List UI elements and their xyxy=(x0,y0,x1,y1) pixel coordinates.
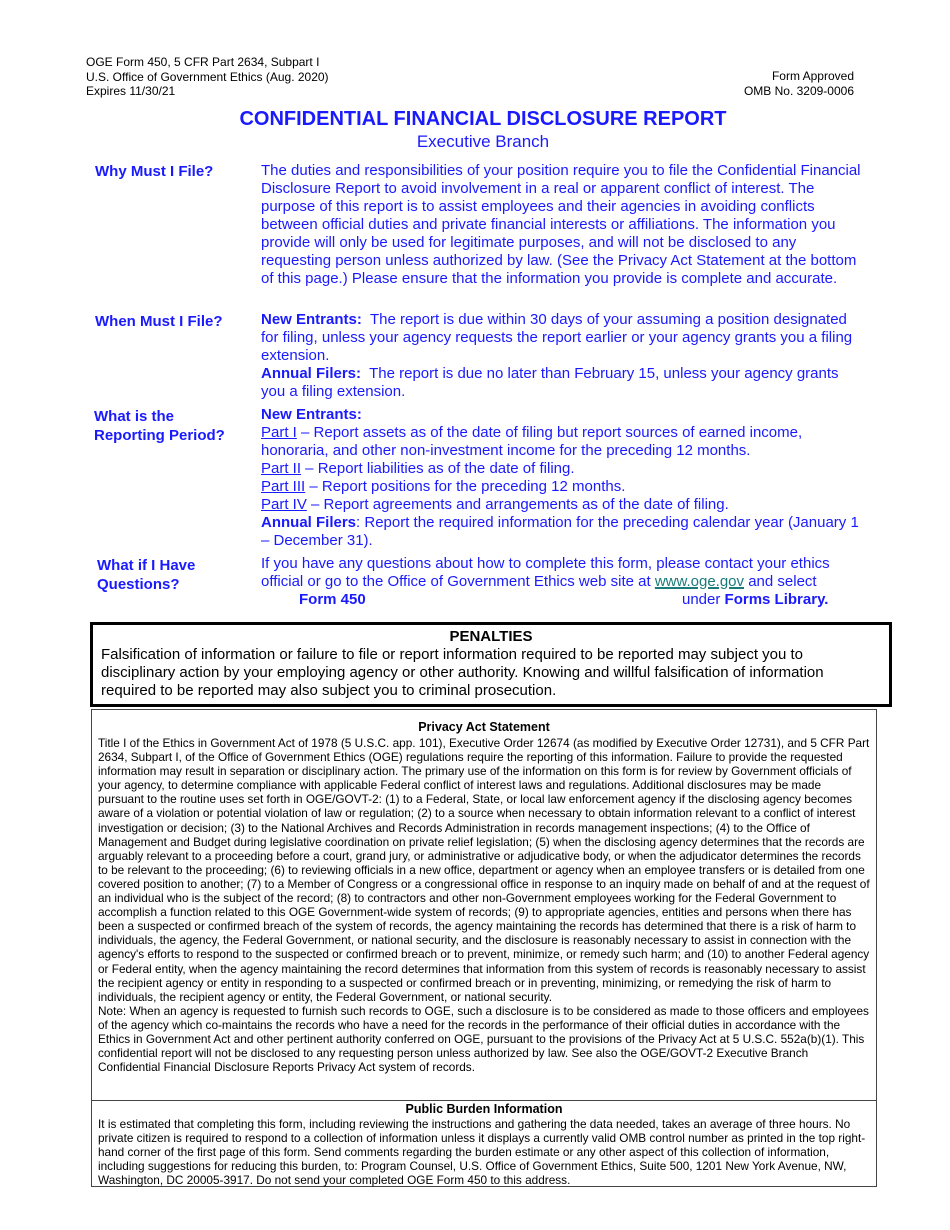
form-identification xyxy=(86,55,329,99)
agency-line: U.S. Office of Government Ethics (Aug. 2020) xyxy=(86,69,329,84)
questions-heading-line: What if I Have xyxy=(97,557,196,574)
when-file-content xyxy=(261,311,861,401)
penalties-box xyxy=(90,622,892,707)
burden-text: It is estimated that completing this form, including reviewing the instructions and gathering the data needed, takes an average of three hours. No private citizen is required to respond to a collection of information unless it displays a currently valid OMB control number as printed in the top right-hand corner of the first page of this form. Send comments regarding the burden estimate or any other aspect of this collection of information, including suggestions for reducing this burden, to: Program Counsel, U.S. Office of Government Ethics, Suite 500, 1201 New York Avenue, NW, Washington, DC 20005-3917. Do not send your completed OGE Form 450 to this address. xyxy=(98,1117,866,1188)
forms-library-label: Forms Library. xyxy=(724,591,829,608)
omb-approval xyxy=(744,69,854,98)
reporting-period-heading-line: What is the xyxy=(94,408,175,425)
reporting-period-heading xyxy=(94,407,225,445)
reporting-period-heading-line: Reporting Period? xyxy=(94,427,225,444)
expiration-line: Expires 11/30/21 xyxy=(86,84,176,98)
privacy-body xyxy=(98,736,870,1074)
part-text: – Report assets as of the date of filing but report sources of earned income, honoraria, and other non-investment income for the preceding 12 months. xyxy=(261,424,803,459)
annual-filers-text: The report is due no later than February 15, unless your agency grants you a filing extension. xyxy=(261,365,839,400)
part-name: Part III xyxy=(261,478,306,495)
part-name: Part IV xyxy=(261,496,307,513)
oge-website-link[interactable]: www.oge.gov xyxy=(654,573,745,590)
new-entrants-text: The report is due within 30 days of your assuming a position designated for filing, unless your agency requests the report earlier or your agency grants you a filing extension. xyxy=(261,311,853,364)
why-file-heading xyxy=(95,162,213,181)
why-file-text: The duties and responsibilities of your position require you to file the Confidential Financial Disclosure Report to avoid involvement in a real or apparent conflict of interest. The purpose of this report is to assist employees and their agencies in avoiding conflicts between official duties and private financial interests or affiliations. The information you provide will only be used for legitimate purposes, and will not be disclosed to any requesting person unless authorized by law. (See the Privacy Act Statement at the bottom of this page.) Please ensure that the information you provide is complete and accurate. xyxy=(261,162,861,287)
section-divider xyxy=(92,1100,876,1101)
part-item xyxy=(261,424,861,460)
questions-text: If you have any questions about how to complete this form, please contact your ethics official or go to the Office of Government Ethics web site at xyxy=(261,555,830,590)
form-450-label: Form 450 xyxy=(299,591,366,608)
questions-text-after: and select xyxy=(744,573,817,590)
part-text: – Report agreements and arrangements as of the date of filing. xyxy=(306,496,729,513)
part-name: Part I xyxy=(261,424,297,441)
questions-content xyxy=(261,555,866,609)
when-new-entrants xyxy=(261,311,861,365)
forms-library-instruction: under Forms Library. xyxy=(682,591,829,608)
when-file-heading xyxy=(95,312,223,331)
part-item xyxy=(261,478,861,496)
omb-number-line: OMB No. 3209-0006 xyxy=(743,83,854,98)
questions-heading xyxy=(97,556,195,594)
penalties-text: Falsification of information or failure to file or report information required to be reported may subject you to disciplinary action by your employing agency or other authority. Knowing and willful falsification of information required to be reported may also subject you to criminal prosecution. xyxy=(101,646,824,699)
part-text: – Report positions for the preceding 12 months. xyxy=(305,478,626,495)
part-name: Part II xyxy=(261,460,302,477)
annual-filers-label: Annual Filers: xyxy=(261,365,362,382)
period-annual-label: Annual Filers xyxy=(261,514,357,531)
period-annual-text: : Report the required information for the preceding calendar year (January 1 – December 31). xyxy=(261,514,859,549)
page-subtitle: Executive Branch xyxy=(416,132,550,151)
reporting-period-content xyxy=(261,406,861,550)
privacy-note: Note: When an agency is requested to furnish such records to OGE, such a disclosure is to be considered as made to those officers and employees of the agency which co-maintains the records who have a need for the records in the performance of their official duties in accordance with the Ethics in Government Act and other pertinent authority conferred on OGE, pursuant to the provisions of the Privacy Act at 5 U.S.C. 552a(b)(1). This confidential report will not be disclosed to any requesting person unless authorized by law. See also the OGE/GOVT-2 Executive Branch Confidential Financial Disclosure Reports Privacy Act system of records. xyxy=(98,1003,869,1075)
when-file-heading-line: When Must I File? xyxy=(95,313,223,330)
form-id-line: OGE Form 450, 5 CFR Part 2634, Subpart I xyxy=(86,55,320,69)
form-approved-line: Form Approved xyxy=(771,69,854,83)
forms-library-line xyxy=(261,591,866,609)
questions-heading-line: Questions? xyxy=(97,576,180,593)
burden-title: Public Burden Information xyxy=(405,1102,563,1116)
page-title: CONFIDENTIAL FINANCIAL DISCLOSURE REPORT xyxy=(239,108,727,130)
penalties-title: PENALTIES xyxy=(449,628,533,645)
part-item xyxy=(261,496,861,514)
part-text: – Report liabilities as of the date of filing. xyxy=(301,460,575,477)
part-item xyxy=(261,460,861,478)
privacy-box xyxy=(91,709,877,1187)
privacy-title: Privacy Act Statement xyxy=(418,720,550,734)
period-new-entrants-label: New Entrants: xyxy=(261,406,362,423)
privacy-text: Title I of the Ethics in Government Act of 1978 (5 U.S.C. app. 101), Executive Order 12674 (as modified by Executive Order 12731), and 5 CFR Part 2634, Subpart I, of the Office of Government Ethics (OGE) regulations require the reporting of this information. Failure to provide the requested information may result in separation or disciplinary action. The primary use of the information on this form is for review by Government officials of your agency, to determine compliance with applicable Federal conflict of interest laws and regulations. Additional disclosures may be made pursuant to the routine uses set forth in OGE/GOVT-2: (1) to a Federal, State, or local law enforcement agency if the disclosing agency becomes aware of a violation or potential violation of law or regulation; (2) to a source when necessary to obtain information relevant to a conflict of interest investigation or decision; (3) to the National Archives and Records Administration in records management inspections; (4) to the Office of Management and Budget during legislative coordination on private relief legislation; (5) when the disclosing agency determines that the records are arguably relevant to a proceeding before a court, grand jury, or administrative or adjudicative body, or when the adjudicator determines the records to be relevant to the proceeding; (6) to reviewing officials in a new office, department or agency when an employee transfers or is detailed from one covered position to another; (7) to a Member of Congress or a congressional office in response to an inquiry made on behalf of and at the request of an individual who is the subject of the record; (8) to contractors and other non-Government employees working for the Federal Government to accomplish a function related to this OGE Government-wide system of records; (9) to appropriate agencies, entities and persons when there has been a suspected or confirmed breach of the system of records, the agency maintaining the records has determined that there is a risk of harm to individuals, the agency, the Federal Government, or national security, and the disclosure is reasonably necessary to assist in connection with the agency's efforts to respond to the suspected or confirmed breach or to prevent, minimize, or remedy such harm; and (10) to another Federal agency or Federal entity, when the agency maintaining the record determines that information from this system of records is reasonably necessary to assist the recipient agency or entity in responding to a suspected or confirmed breach or in preventing, minimizing, or remedying the risk of harm to individuals, the recipient agency or entity, the Federal Government, or national security. xyxy=(98,736,870,1004)
period-annual-filers xyxy=(261,514,861,550)
why-file-heading-line: Why Must I File? xyxy=(95,163,214,180)
when-annual-filers xyxy=(261,365,861,401)
new-entrants-label: New Entrants: xyxy=(261,311,362,328)
